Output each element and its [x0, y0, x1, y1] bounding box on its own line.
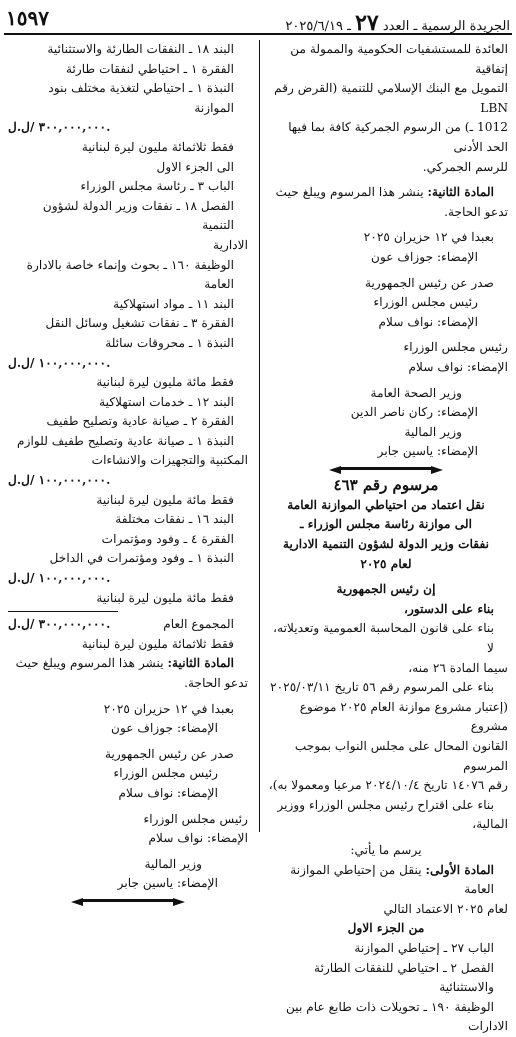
article-one	[264, 861, 508, 900]
intro-line: 1012 ـ) من الرسوم الجمركية كافة بما فيها الحد الأدنى	[288, 120, 508, 154]
recital-line: القانون المحال على مجلس النواب بموجب المرسوم	[294, 739, 508, 773]
article-text-cont: لعام ٢٠٢٥ الاعتماد التالي	[383, 901, 508, 916]
recital-line: رقم ١٤٠٧٦ تاريخ ٢٠٢٤/١٠/٤ مرعيا ومعمولا به)،	[268, 778, 508, 793]
budget-line: النبذة ١ ـ وفود ومؤتمرات في الداخل	[49, 551, 234, 566]
recital-line: بناء على قانون المحاسبة العمومية وتعديلاته، لا	[273, 621, 494, 656]
constitution-line: بناء على الدستور،	[404, 601, 494, 616]
budget-line: الوظيفة ١٦٠ ـ بحوث وإنماء خاصة بالادارة العامة	[26, 257, 234, 292]
decree-heading: نقل اعتماد من احتياطي الموازنة العامة	[287, 497, 485, 512]
amount: ١٠٠,٠٠٠,٠٠٠ /ل.ل.	[8, 355, 111, 370]
budget-line: الفقرة ٢ ـ صيانة عادية وتصليح طفيف	[46, 414, 234, 429]
budget-line: النبذة ١ ـ احتياطي لتغذية مختلف بنود الموازنة	[48, 81, 234, 115]
amount: ١٠٠,٠٠٠,٠٠٠ /ل.ل.	[8, 473, 111, 488]
intro-line: التمويل مع البنك الإسلامي للتنمية (القرض رقم LBN	[274, 81, 508, 115]
total-amount: ٣٠٠,٠٠٠,٠٠٠ /ل.ل.	[8, 617, 111, 632]
intro-line: للرسم الجمركي.	[422, 159, 508, 174]
section-divider	[264, 462, 508, 474]
decrees-line: يرسم ما يأتي:	[350, 842, 422, 857]
amount-in-words: فقط مائة مليون ليرة لبنانية	[96, 590, 234, 605]
article-label: المادة الأولى:	[425, 862, 494, 877]
part-heading: من الجزء الاول	[347, 921, 425, 936]
budget-line: الفقرة ١ ـ احتياطي لنفقات طارئة	[65, 61, 234, 76]
budget-line: المكتبية والتجهيزات والانشاءات	[91, 453, 248, 468]
total-label: المجموع العام	[163, 617, 234, 632]
amount: ١٠٠,٠٠٠,٠٠٠ /ل.ل.	[8, 571, 111, 586]
article-text: ينقل من إحتياطي الموازنة العامة	[290, 862, 494, 897]
signature: الإمضاء: ياسين جابر	[377, 444, 478, 459]
amount-in-words: فقط مائة مليون ليرة لبنانية	[96, 375, 234, 390]
column-divider	[259, 40, 260, 832]
decree-title: مرسوم رقم ٤٦٣	[333, 475, 439, 494]
budget-line: البند ١٦ ـ نفقات مختلفة	[115, 512, 234, 527]
signatory-title: وزير الصحة العامة	[370, 385, 462, 400]
budget-line: الفصل ١٨ ـ نفقات وزير الدولة لشؤون التنمية	[42, 198, 234, 233]
part-heading: الى الجزء الاول	[156, 159, 234, 174]
amount-in-words: فقط ثلاثمائة مليون ليرة لبنانية	[81, 636, 234, 651]
president-line: إن رئيس الجمهورية	[336, 582, 436, 597]
budget-line: الادارات	[468, 1019, 508, 1034]
budget-line: الادارية	[213, 237, 248, 252]
signature: الإمضاء: جوزاف عون	[111, 721, 218, 736]
budget-line: الباب ٢٧ ـ إحتياطي الموازنة	[354, 940, 494, 955]
decree-heading: لعام ٢٠٢٥	[360, 556, 412, 571]
page-header	[4, 4, 512, 36]
issued-by: صدر عن رئيس الجمهورية	[104, 746, 234, 761]
signature: الإمضاء: ركان ناصر الدين	[350, 405, 478, 420]
page-number: ١٥٩٧	[6, 6, 49, 30]
recital-line: سيما المادة ٢٦ منه،	[408, 660, 508, 675]
signatory-title: رئيس مجلس الوزراء	[143, 811, 248, 826]
signature: الإمضاء: ياسين جابر	[117, 876, 218, 891]
signature: الإمضاء: نواف سلام	[378, 314, 478, 329]
budget-line: البند ١١ ـ مواد استهلاكية	[113, 296, 234, 311]
amount: ٣٠٠,٠٠٠,٠٠٠ /ل.ل.	[8, 120, 111, 135]
budget-line: الفقرة ٤ ـ وفود ومؤتمرات	[101, 531, 234, 546]
article-two	[8, 654, 248, 674]
budget-line: الباب ٣ ـ رئاسة مجلس الوزراء	[80, 179, 234, 194]
budget-line: الفصل ٢ ـ احتياطي للنفقات الطارئة والاستثنائية	[314, 960, 494, 995]
signatory-title: رئيس مجلس الوزراء	[113, 766, 218, 781]
signatory-title: رئيس مجلس الوزراء	[373, 295, 478, 310]
decree-heading: الى موازنة رئاسة مجلس الوزراء ـ	[299, 517, 473, 532]
budget-line: الوظيفة ١٩٠ ـ تحويلات ذات طابع عام بين	[286, 999, 494, 1014]
left-column	[8, 40, 248, 906]
amount-in-words: فقط مائة مليون ليرة لبنانية	[96, 492, 234, 507]
issue-number: ٢٧	[355, 10, 379, 36]
budget-line: النبذة ١ ـ محروقات سائلة	[105, 335, 234, 350]
signature-date: بعبدا في ١٢ حزيران ٢٠٢٥	[363, 230, 494, 245]
gazette-name: الجريدة الرسمية ـ العدد	[382, 19, 510, 34]
signature: الإمضاء: جوزاف عون	[371, 249, 478, 264]
total-rule	[8, 611, 118, 612]
article-label: المادة الثانية:	[427, 185, 494, 200]
signatory-title: وزير المالية	[144, 856, 202, 871]
article-text: ينشر هذا المرسوم ويبلغ حيث	[275, 185, 424, 200]
recital-line: بناء على المرسوم رقم ٥٦ تاريخ ٢٠٢٥/٠٣/١١	[270, 680, 494, 695]
budget-line: النبذة ١ ـ صيانة عادية وتصليح طفيف للوازم	[17, 433, 234, 448]
issued-by: صدر عن رئيس الجمهورية	[364, 275, 494, 290]
signature: الإمضاء: نواف سلام	[118, 785, 218, 800]
recital-line: المالية،	[472, 817, 508, 832]
budget-line: البند ١٢ ـ خدمات استهلاكية	[99, 394, 234, 409]
budget-line: الفقرة ٣ ـ نفقات تشغيل وسائل النقل	[45, 316, 234, 331]
signatory-title: رئيس مجلس الوزراء	[403, 340, 508, 355]
signatory-title: وزير المالية	[404, 424, 462, 439]
section-divider	[8, 894, 248, 906]
article-text: ينشر هذا المرسوم ويبلغ حيث	[15, 656, 164, 671]
signature: الإمضاء: نواف سلام	[148, 831, 248, 846]
article-text-cont: تدعو الحاجة.	[444, 204, 508, 219]
total-row	[8, 615, 248, 635]
intro-line: العائدة للمستشفيات الحكومية والممولة من إتفاقية	[290, 42, 508, 76]
amount-in-words: فقط ثلاثمائة مليون ليرة لبنانية	[81, 139, 234, 154]
recital-line: (إعتبار مشروع موازنة العام ٢٠٢٥ موضوع مشروع	[299, 699, 508, 734]
article-label: المادة الثانية:	[167, 656, 234, 671]
budget-line: البند ١٨ ـ النفقات الطارئة والاستثنائية	[47, 42, 234, 56]
article-text-cont: تدعو الحاجة.	[184, 676, 248, 690]
signature-date: بعبدا في ١٢ حزيران ٢٠٢٥	[103, 701, 234, 716]
decree-heading: نفقات وزير الدولة لشؤون التنمية الادارية	[282, 537, 490, 552]
article-two	[264, 183, 508, 203]
signature: الإمضاء: نواف سلام	[408, 359, 508, 374]
header-rule	[4, 33, 512, 35]
recital-line: بناء على اقتراح رئيس مجلس الوزراء ووزير	[277, 797, 494, 812]
issue-date: ـ ٢٠٢٥/٦/١٩	[285, 19, 351, 34]
right-column	[264, 40, 508, 1037]
